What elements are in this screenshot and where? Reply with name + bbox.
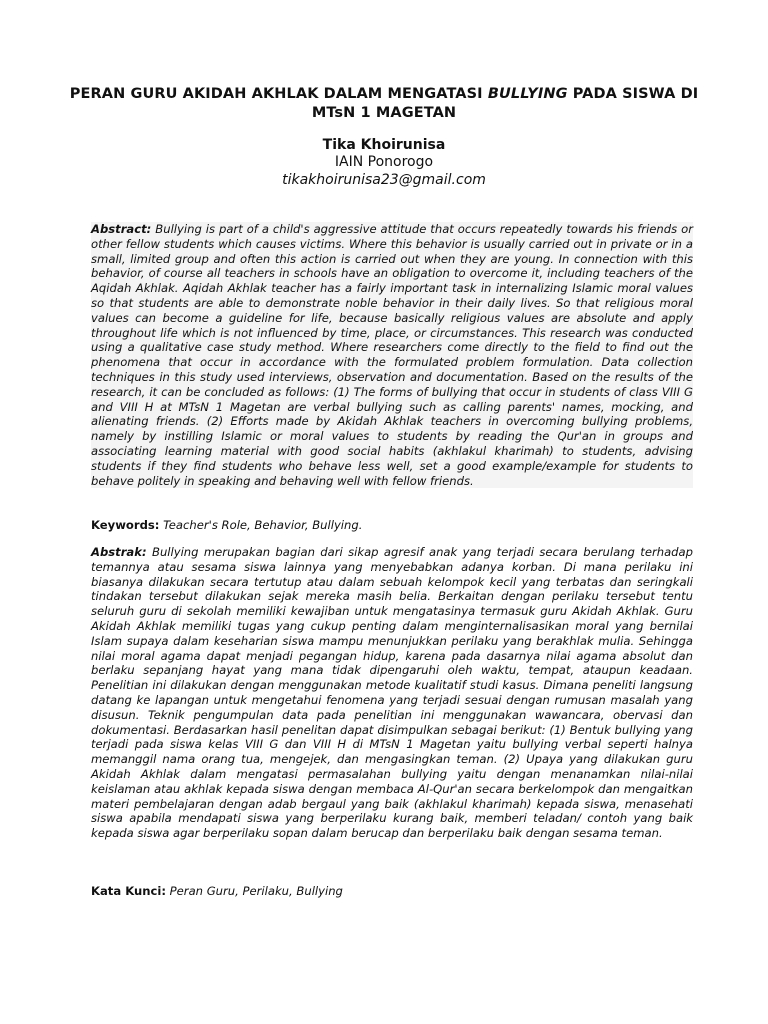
keywords-english-text: Teacher's Role, Behavior, Bullying. xyxy=(163,518,363,532)
abstract-english xyxy=(91,222,693,488)
title-text-part1: PERAN GURU AKIDAH AKHLAK DALAM MENGATASI xyxy=(69,86,488,102)
paper-title xyxy=(60,85,708,123)
abstract-indonesian-text: Bullying merupakan bagian dari sikap agresif anak yang terjadi secara berulang terhadap temannya atau sesama siswa lainnya yang menyebabkan adanya korban. Di mana perilaku ini biasanya dilakukan secara tertutup atau dalam sebuah kelompok kecil yang terbatas dan seringkali tindakan tersebut dilakukan sejak mereka masih belia. Berkaitan dengan perilaku tersebut tentu seluruh guru di sekolah memiliki kewajiban untuk mengatasinya termasuk guru Akidah Akhlak. Guru Akidah Akhlak memiliki tugas yang cukup penting dalam menginternalisasikan moral yang bernilai Islam supaya dalam keseharian siswa mampu menunjukkan perilaku yang berakhlak mulia. Sehingga nilai moral agama dapat menjadi pegangan hidup, karena pada dasarnya nilai agama absolut dan berlaku sepanjang hayat yang mana tidak dipengaruhi oleh waktu, tempat, ataupun keadaan. Penelitian ini dilakukan dengan menggunakan metode kualitatif studi kasus. Dimana peneliti langsung datang ke lapangan untuk mengetahui fenomena yang terjadi sesuai dengan rumusan masalah yang disusun. Teknik pengumpulan data pada penelitian ini menggunakan wawancara, obervasi dan dokumentasi. Berdasarkan hasil penelitan dapat disimpulkan sebagai berikut: (1) Bentuk bullying yang terjadi pada siswa kelas VIII G dan VIII H di MTsN 1 Magetan yaitu bullying verbal seperti halnya memanggil nama orang tua, mengejek, dan mengasingkan teman. (2) Upaya yang dilakukan guru Akidah Akhlak dalam mengatasi permasalahan bullying yaitu dengan menanamkan nilai-nilai keislaman atau akhlak kepada siswa dengan membaca Al-Qur'an secara berkelompok dan mengaitkan materi pembelajaran dengan adab bergaul yang baik (akhlakul kharimah) kepada siswa, menasehati siswa apabila mendapati siswa yang berperilaku kurang baik, memberi teladan/ contoh yang baik kepada siswa agar berperilaku sopan dalam berucap dan berperilaku baik dengan sesama teman. xyxy=(91,545,693,841)
keywords-indonesian-text: Peran Guru, Perilaku, Bullying xyxy=(169,884,343,898)
abstract-indonesian xyxy=(91,545,693,841)
abstract-indonesian-label: Abstrak: xyxy=(91,545,147,559)
title-italic-word: BULLYING xyxy=(487,86,568,102)
title-text-part2: PADA SISWA DI MTsN 1 MAGETAN xyxy=(311,86,699,121)
author-name: Tika Khoirunisa xyxy=(322,137,446,153)
keywords-english-label: Keywords: xyxy=(91,518,160,532)
author-email: tikakhoirunisa23@gmail.com xyxy=(282,172,486,188)
abstract-english-text: Bullying is part of a child's aggressive attitude that occurs repeatedly towards his friends or other fellow students which causes victims. Where this behavior is usually carried out in private or in a small, limited group and often this action is carried out when they are young. In connection with this behavior, of course all teachers in schools have an obligation to overcome it, including teachers of the Aqidah Akhlak. Aqidah Akhlak teacher has a fairly important task in internalizing Islamic moral values so that students are able to demonstrate noble behavior in their daily lives. So that religious moral values can become a guideline for life, because basically religious values are absolute and apply throughout life which is not influenced by time, place, or circumstances. This research was conducted using a qualitative case study method. Where researchers come directly to the field to find out the phenomena that occur in accordance with the formulated problem formulation. Data collection techniques in this study used interviews, observation and documentation. Based on the results of the research, it can be concluded as follows: (1) The forms of bullying that occur in students of class VIII G and VIII H at MTsN 1 Magetan are verbal bullying such as calling parents' names, mocking, and alienating friends. (2) Efforts made by Akidah Akhlak teachers in overcoming bullying problems, namely by instilling Islamic or moral values to students by reading the Qur'an in groups and associating learning material with good social habits (akhlakul kharimah) to students, advising students if they find students who behave less well, set a good example/example for students to behave politely in speaking and behaving well with fellow friends. xyxy=(91,222,693,488)
keywords-english xyxy=(91,518,693,533)
keywords-indonesian xyxy=(91,884,693,899)
abstract-english-label: Abstract: xyxy=(91,222,152,236)
author-affiliation: IAIN Ponorogo xyxy=(334,154,434,170)
keywords-indonesian-label: Kata Kunci: xyxy=(91,884,166,898)
